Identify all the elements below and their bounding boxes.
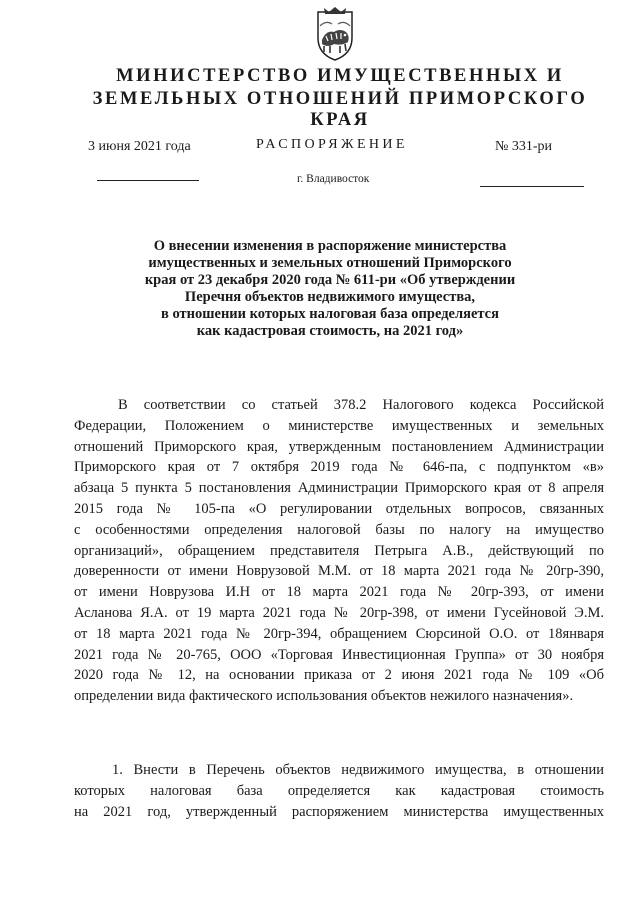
coat-of-arms-tiger-icon [312, 6, 358, 62]
title-line: Перечня объектов недвижимого имущества, [184, 289, 476, 305]
ministry-name-line-1: МИНИСТЕРСТВО ИМУЩЕСТВЕННЫХ И [116, 66, 564, 86]
body-line: В соответствии со статьей 378.2 Налогового кодекса Российской [118, 397, 604, 413]
body-line: с особенностями определения налоговой базы по налогу на имущество [74, 521, 604, 538]
body-line: Приморского края от 7 октября 2019 года № 646-па, с подпунктом «в» [74, 459, 604, 476]
body-line: на 2021 год, утвержденный распоряжением министерства имущественных [74, 803, 604, 820]
document-title [130, 238, 530, 340]
body-line: которых налоговая база определяется как кадастровая стоимость [74, 782, 604, 799]
signature-line-left [97, 180, 199, 181]
body-line: от имени Новрузова И.Н от 18 марта 2021 года № 20гр-393, от имени [74, 584, 604, 601]
body-line: Асланова Я.А. от 19 марта 2021 года № 20гр-398, от имени Гусейновой Э.М. [74, 604, 604, 621]
body-line: 2020 года № 12, на основании приказа от 2 июня 2021 года № 109 «Об [74, 667, 604, 684]
title-line: края от 23 декабря 2020 года № 611-ри «Об утверждении [144, 272, 516, 288]
body-line: абзаца 5 пункта 5 постановления Администрации Приморского края от 8 апреля [74, 480, 604, 497]
body-paragraph-1 [74, 395, 604, 707]
body-line: отношений Приморского края, утвержденным постановлением Администрации [74, 438, 604, 455]
title-line: имущественных и земельных отношений Приморского [148, 255, 512, 271]
title-line: как кадастровая стоимость, на 2021 год» [196, 323, 464, 339]
title-line: О внесении изменения в распоряжение министерства [153, 238, 507, 254]
body-line: организаций», обращением представителя Петрыга А.В., действующий по [74, 542, 604, 559]
body-line: 2021 года № 20-765, ООО «Торговая Инвестиционная Группа» от 30 ноября [74, 646, 604, 663]
title-line: в отношении которых налоговая база определяется [161, 306, 499, 322]
document-date: 3 июня 2021 года [88, 139, 191, 154]
signature-line-right [480, 186, 584, 187]
body-line: доверенности от имени Новрузовой М.М. от 18 марта 2021 года № 20гр-390, [74, 563, 604, 580]
body-line: Федерации, Положением о министерстве имущественных и земельных [74, 417, 604, 434]
body-line: 2015 года № 105-па «О регулировании отдельных вопросов, связанных [74, 500, 604, 517]
document-number: № 331-ри [495, 139, 553, 154]
body-line: 1. Внести в Перечень объектов недвижимого имущества, в отношении [112, 762, 604, 778]
ministry-name-line-2: ЗЕМЕЛЬНЫХ ОТНОШЕНИЙ ПРИМОРСКОГО КРАЯ [92, 89, 588, 130]
document-city: г. Владивосток [297, 173, 370, 185]
body-line: определении вида фактического использования объектов нежилого назначения». [74, 688, 574, 705]
document-type: РАСПОРЯЖЕНИЕ [256, 137, 408, 152]
body-line: от 18 марта 2021 года № 20гр-394, обращением Сюрсиной О.О. от 18января [74, 625, 604, 642]
body-paragraph-2 [74, 760, 604, 822]
